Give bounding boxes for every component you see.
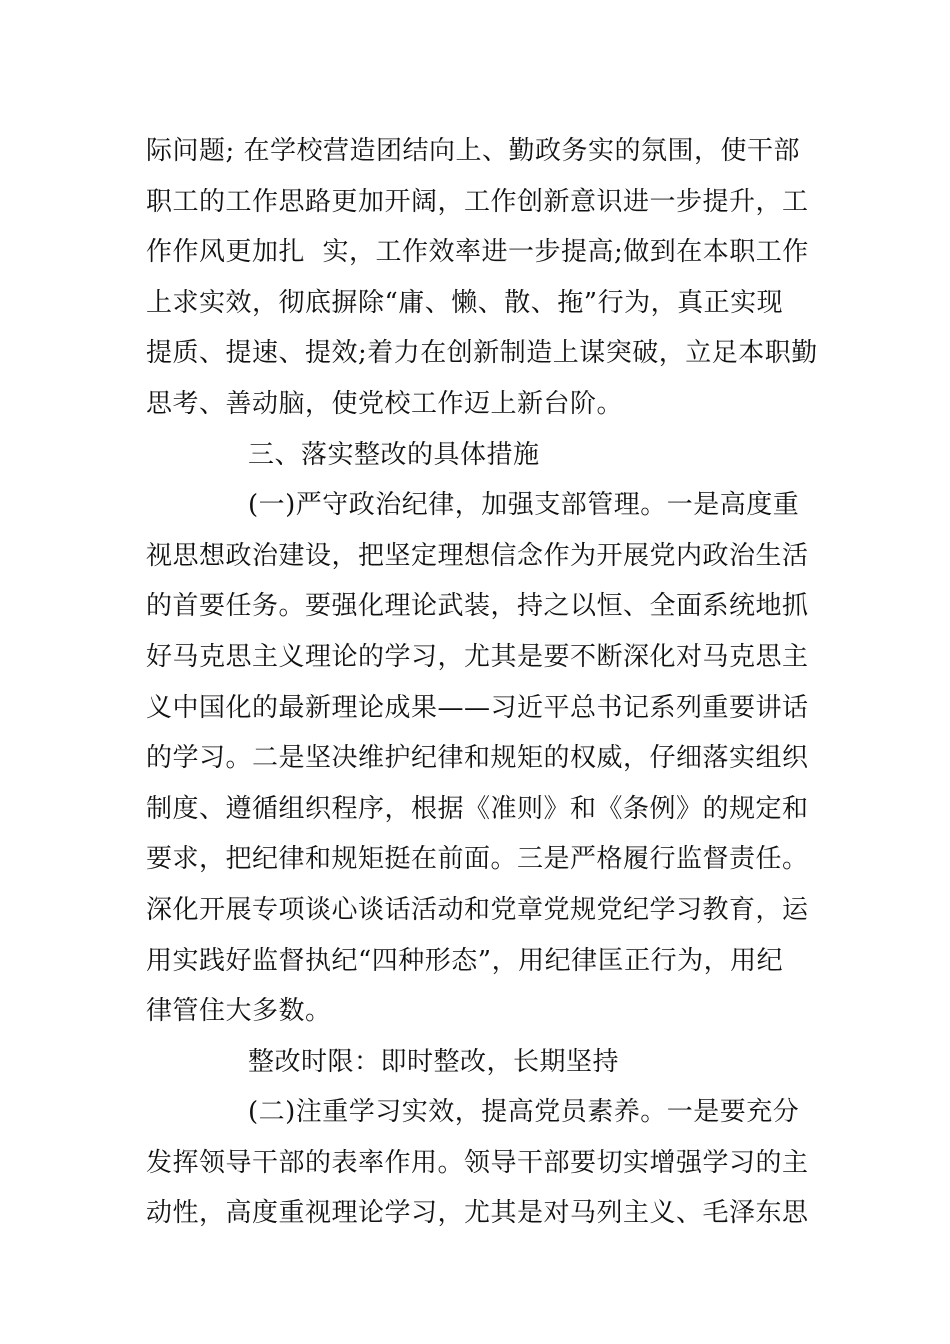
text-line: 上求实效，彻底摒除“庸、懒、散、拖”行为，真正实现: [146, 287, 784, 318]
text-line: 的学习。二是坚决维护纪律和规矩的权威，仔细落实组织: [146, 743, 809, 774]
text-line: 义中国化的最新理论成果——习近平总书记系列重要讲话: [146, 692, 809, 723]
text-line: 视思想政治建设，把坚定理想信念作为开展党内政治生活: [146, 540, 809, 571]
deadline-line: 整改时限：即时整改，长期坚持: [248, 1046, 620, 1077]
text-line: 要求，把纪律和规矩挺在前面。三是严格履行监督责任。: [146, 844, 809, 875]
text-line: 好马克思主义理论的学习，尤其是要不断深化对马克思主: [146, 641, 809, 672]
text-line: 用实践好监督执纪“四种形态”，用纪律匡正行为，用纪: [146, 945, 784, 976]
text-line: 际问题; 在学校营造团结向上、勤政务实的氛围，使干部: [146, 136, 801, 166]
text-line: 制度、遵循组织程序，根据《准则》和《条例》的规定和: [146, 793, 809, 824]
section-heading: 三、落实整改的具体措施: [248, 439, 540, 470]
text-line: 深化开展专项谈心谈话活动和党章党规党纪学习教育，运: [146, 894, 809, 925]
text-line: 职工的工作思路更加开阔，工作创新意识进一步提升，工: [146, 186, 809, 217]
paragraph-first-line: (二)注重学习实效，提高党员素养。一是要充分: [248, 1097, 800, 1128]
text-line: 思考、善动脑，使党校工作迈上新台阶。: [146, 388, 624, 419]
document-body: [146, 126, 818, 1239]
text-line: 提质、提速、提效;着力在创新制造上谋突破，立足本职勤: [146, 338, 818, 369]
text-line: 的首要任务。要强化理论武装，持之以恒、全面系统地抓: [146, 591, 809, 622]
text-line: 发挥领导干部的表率作用。领导干部要切实增强学习的主: [146, 1147, 809, 1178]
paragraph-first-line: (一)严守政治纪律，加强支部管理。一是高度重: [248, 490, 800, 521]
text-line: 律管住大多数。: [146, 996, 332, 1027]
text-line: 作作风更加扎 实，工作效率进一步提高;做到在本职工作: [146, 237, 809, 268]
text-line: 动性，高度重视理论学习，尤其是对马列主义、毛泽东思: [146, 1198, 809, 1229]
